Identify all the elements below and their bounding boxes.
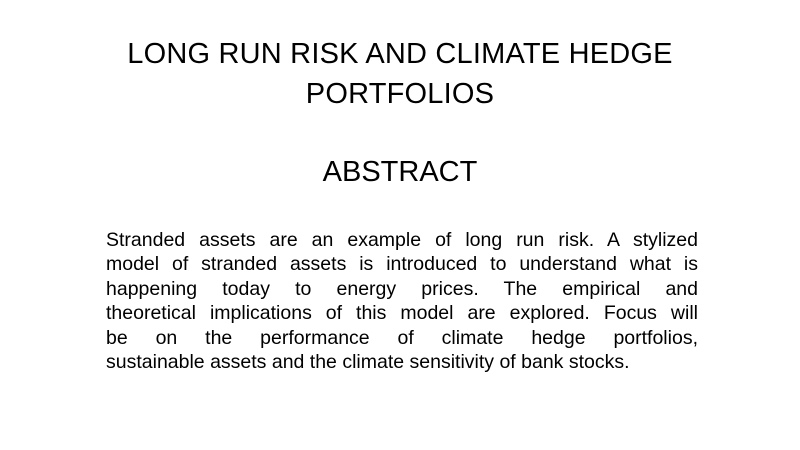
abstract-line: happening today to energy prices. The empirical and	[106, 277, 698, 300]
abstract-body	[106, 228, 698, 374]
abstract-line: theoretical implications of this model are explored. Focus will	[106, 302, 698, 325]
slide-title	[60, 34, 740, 114]
abstract-line: sustainable assets and the climate sensitivity of bank stocks.	[106, 351, 630, 374]
abstract-line: be on the performance of climate hedge portfolios,	[106, 326, 698, 349]
slide-title-line-2: PORTFOLIOS	[305, 78, 495, 110]
abstract-heading: ABSTRACT	[322, 156, 478, 188]
abstract-line: model of stranded assets is introduced to understand what is	[106, 253, 698, 276]
abstract-line: Stranded assets are an example of long run risk. A stylized	[106, 229, 698, 251]
slide-title-line-1: LONG RUN RISK AND CLIMATE HEDGE	[127, 38, 673, 70]
